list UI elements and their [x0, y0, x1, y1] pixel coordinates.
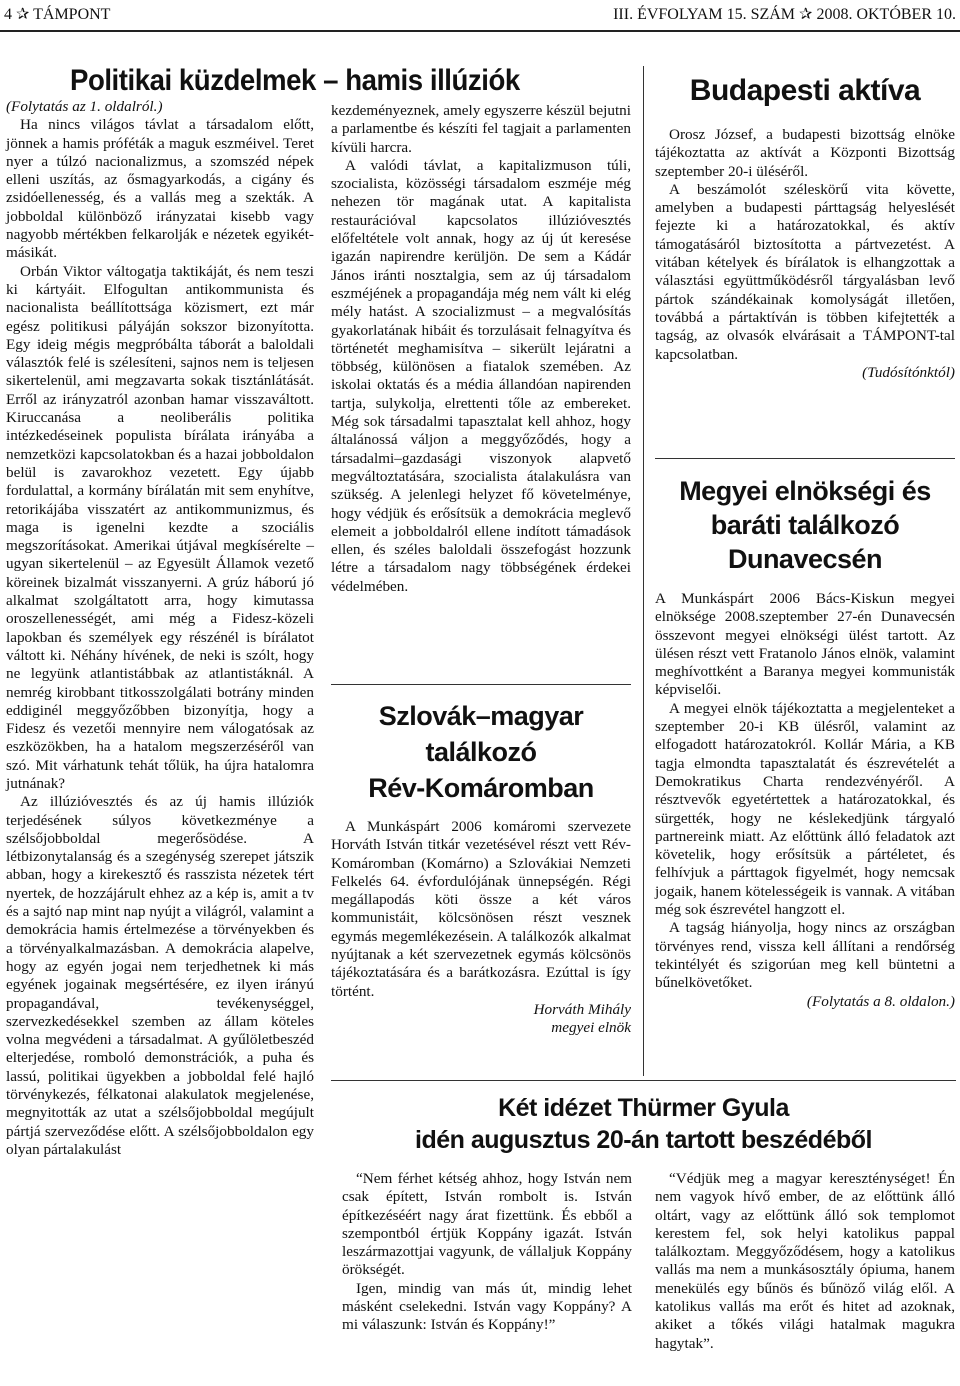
article1-paragraph: Orbán Viktor váltogatja taktikáját, és nem teszi ki kártyáit. Elfogultan antikommunista és nacionalista beállítottsága közismert, ezt már egész politikusi pályáján sokszor bizonyította. Egy ideig mégis megpróbálta táborát a baloldali választók felé is szélesíteni, sajnos nem is teljesen sikertelenül, ami megzavarta sokak tisztánlátását. Erről az irányzatról azonban hamar visszaváltott. Kiruccanása a neoliberális politika intézkedéseinek populista bírálata irányába a nemzetközi kapcsolatokban és a hazai jobboldalon belül is zavarokhoz vezetett. Egy újabb fordulattal, a kormány bírálatán mit sem enyhítve, retorikájába visszatért az antikommunizmus, és maga is igenelni kezdte a szociális megszorításokat. Amerikai útjával megkísérelte – ugyan sikertelenül – az Egyesült Államok vezető köreinek bizalmát visszanyerni. A grúz háború jó alkalmat szolgáltatott arra, hogy kimutassa oroszellenességét, ami még a Fidesz-közeli lapokban és személyek egy részénél is bírálatot váltott ki. Néhány hívének, de neki is szólt, hogy ne legyünk atlantistábbak az atlantistáknál. A nemrég kirobbant titkosszolgálati botrány minden eddiginél meggyőzőbben bizonyítja, hogy a Fidesz és vezetői mennyire nem válogatósak az eszközökben, ha a hatalom megszerzéséről van szó. Mit várhatunk tehát tőlük, ha újra hatalomra jutnának?	[6, 262, 314, 792]
header-right: III. ÉVFOLYAM 15. SZÁM ✰ 2008. OKTÓBER 10.	[613, 6, 956, 23]
article1-continuation-note: (Folytatás az 1. oldalról.)	[6, 98, 163, 115]
article5-quote1	[342, 1170, 632, 1335]
header-left: 4 ✰ TÁMPONT	[4, 6, 111, 23]
article1-title: Politikai küzdelmek – hamis illúziók	[70, 64, 520, 97]
column-divider	[643, 66, 644, 1076]
article1-column2	[331, 102, 631, 596]
article4-paragraph: A Munkáspárt 2006 Bács-Kiskun megyei elnöksége 2008.szeptember 27-én Dunavecsén összevont megyei elnökségi ülést tartott. Az ülésen részt vett Fratanolo János elnök, valamint meghívottként a Baranya megyei kommunisták képviselői.	[655, 590, 955, 699]
article2-signature-role: megyei elnök	[551, 1019, 631, 1037]
article2-title-line: Szlovák–magyar	[378, 701, 584, 731]
article5-quote-paragraph: Igen, mindig van más út, mindig lehet másként cselekedni. István vagy Koppány? A mi válaszunk: István és Koppány!”	[342, 1279, 632, 1334]
article5-quote-paragraph: “Nem férhet kétség ahhoz, hogy István nem csak épített, István rombolt is. István építkezéséért nagy árat fizettünk. És ebből a szempontból értjük Koppány igazát. István leszármazottjai vagyunk, de vállaljuk Koppány örökségét.	[342, 1170, 632, 1279]
article4-paragraph: A tagság hiányolja, hogy nincs az országban törvényes rend, vissza kell állítani a rendőrség tekintélyét és szigorúan meg kell büntetni a bűnelkövetőket.	[655, 919, 955, 992]
article2-title	[331, 698, 631, 806]
article2-body	[331, 818, 631, 1038]
article5-title-line: idén augusztus 20-án tartott beszédéből	[415, 1126, 872, 1154]
page-header	[0, 0, 960, 30]
article1-paragraph: Az illúzióvesztés és az új hamis illúziók terjedésének súlyos következménye a szélsőjobboldal megerősödése. A létbizonytalanság és a szegénység szerepet játszik abban, hogy a kirekesztő és rasszista nézetek tért nyertek, de hozzájárult ehhez az a kép is, amit a tv és a sajtó nap mint nap nyújt a világról, valamint a demokrácia hamis értelmezése a törvényekben és a törvényalkalmazásban. A demokrácia alapelve, hogy az egyén jogai nem terjedhetnek ki más egyének jogainak megsértésére, ez ilyen irányú propagandával, tevékenységgel, szervezkedésekkel szemben az állam köteles volna megvédeni a társadalmat. A gyűlöletbeszéd elterjedése, romboló demonstrációk, a puha és lassú, politikai ügyekben a jobboldal felé hajló törvénykezés, félkatonai alakulatok megjelenése, megnyitották az utat a szélsőjobboldal megújult pártjá szerveződése előtt. A szélsőjobboldalon egy olyan pártalakulást	[6, 793, 314, 1158]
article1-paragraph: Ha nincs világos távlat a társadalom előtt, jönnek a hamis próféták a maguk eszméivel. Teret nyer a túlzó nacionalizmus, a szomszéd népek elleni uszítás, az ősmagyarkodás, a cigány és zsidóellenesség, és a vallás meg a szekták. A jobboldal különböző irányzatai kisebb vagy nagyobb mértékben felkarolják e nézetek egyikét-másikát.	[6, 116, 314, 262]
article-divider	[655, 458, 955, 459]
article4-title	[655, 474, 955, 576]
article-divider	[331, 1080, 956, 1081]
article4-title-line: Megyei elnökségi és	[679, 476, 931, 506]
article4-title-line: baráti találkozó	[710, 510, 900, 540]
article3-paragraph: Orosz József, a budapesti bizottság elnöke tájékoztatta az aktívát a Központi Bizottság szeptember 20-i üléséről.	[655, 126, 955, 180]
header-rule	[0, 30, 960, 32]
article4-title-line: Dunavecsén	[727, 544, 883, 574]
article4-paragraph: A megyei elnök tájékoztatta a megjelenteket a szeptember 20-i KB ülésről, valamint az elfogadott határozatokról. Kollár Mária, a KB tagja elmondta tapasztalatát és észrevételét a Demokratikus Charta rendezvényéről. A résztvevők egyetértettek a határozatokkal, és sürgették, hogy ne késlekedjünk tárgyaló partnereink miatt. Az előttünk álló feladatok azt követelik, hogy erősítsük a pártéletet, és felhívjuk a párttagok figyelmét, hogy nemcsak jogaik, hanem kötelességeik is vannak. A vitában még sok észrevétel hangzott el.	[655, 699, 955, 919]
article5-quote-paragraph: “Védjük meg a magyar kereszténységet! Én nem vagyok hívő ember, de az előttünk álló oltárt, vagy az előttünk álló sok templomot kerestem fel, sok helyi katolikus pappal találkoztam. Meggyőződésem, hogy a katolikus vallás ma nem a munkásosztály ópiuma, hanem menekülés egy bűnös és bűnöző világ elől. A katolikus vallás ma erőt és hitet ad azoknak, akiket a tőkés világi hatalmak magukra hagytak”.	[655, 1170, 955, 1352]
article5-title	[331, 1092, 956, 1156]
article2-signature-name: Horváth Mihály	[533, 1000, 631, 1018]
article2-title-line: Rév-Komáromban	[368, 773, 594, 803]
article3-paragraph: A beszámolót széleskörű vita követte, amelyben a budapesti párttagság helyeslését fejezte ki a határozatokkal, és aktív támogatásáról biztosította a pártvezetést. A vitában kételyek és bírálatok is elhangzottak a választási együttműködésről tárgyalásban levő pártok szándékainak komolyságát illetően, továbbá a pártaktíván is többen kifejtették a tagság, az olvasók elvárásait a TÁMPONT-tal kapcsolatban.	[655, 180, 955, 363]
article5-title-line: Két idézet Thürmer Gyula	[498, 1094, 789, 1122]
article5-quote2	[655, 1170, 955, 1353]
article1-column1	[6, 98, 314, 1159]
article1-paragraph: kezdeményeznek, amely egyszerre készül bejutni a parlamentbe és készíti fel tagjait a parlamenten kívüli harcra.	[331, 102, 631, 156]
article2-title-line: találkozó	[425, 737, 537, 767]
article4-body	[655, 590, 955, 1011]
article3-body	[655, 126, 955, 382]
article3-signature: (Tudósítónktól)	[862, 363, 955, 381]
article4-continued-note: (Folytatás a 8. oldalon.)	[806, 992, 955, 1010]
article2-paragraph: A Munkáspárt 2006 komáromi szervezete Horváth István titkár vezetésével részt vett Rév-Komáromban (Komárno) a Szlovákiai Nemzeti Felkelés 64. évfordulójának ünnepségén. Régi megállapodás köti össze a két város kommunistáit, kölcsönösen részt vesznek egymás megemlékezésein. A találkozók alkalmat nyújtanak a két szervezetnek egymás kölcsönös tájékoztatására és a barátkozásra. Ezúttal is így történt.	[331, 818, 631, 1000]
article3-title: Budapesti aktíva	[689, 74, 921, 107]
article1-paragraph: A valódi távlat, a kapitalizmuson túli, szocialista, közösségi társadalom eszméje még nehezen tör magának utat. A kapitalista restaurációval kapcsolatos illúzióvesztés előfeltétele volt annak, hogy az új út keresése igazán napirendre kerüljön. De sem a Kádár János iránti nosztalgia, sem az új társadalom eszméjének a propagandája még nem vált ki elég mély hatást. A szocializmust – a megvalósítás gyakorlatának hibáit és torzulásait felnagyítva és történetét meghamisítva – sikerült lejáratni a többség, különösen a fiatalok szemében. Az iskolai oktatás és a média állandóan napirenden tartja, sulykolja, elrettenti tőle az embereket. Még sok társadalmi tapasztalat kell ahhoz, hogy általánossá váljon a meggyőződés, hogy a társadalmi–gazdasági viszonyok alapvető megváltoztatására, szocialista átalakulásra van szükség. A jelenlegi helyzet fő követelménye, hogy védjük és erősítsük a demokrácia meglevő elemeit a jobboldalról ellene indított támadások ellen, és széles baloldali összefogást hozzunk létre a társadalom nagy többségének érdekei védelmében.	[331, 156, 631, 595]
article-divider	[331, 684, 631, 685]
